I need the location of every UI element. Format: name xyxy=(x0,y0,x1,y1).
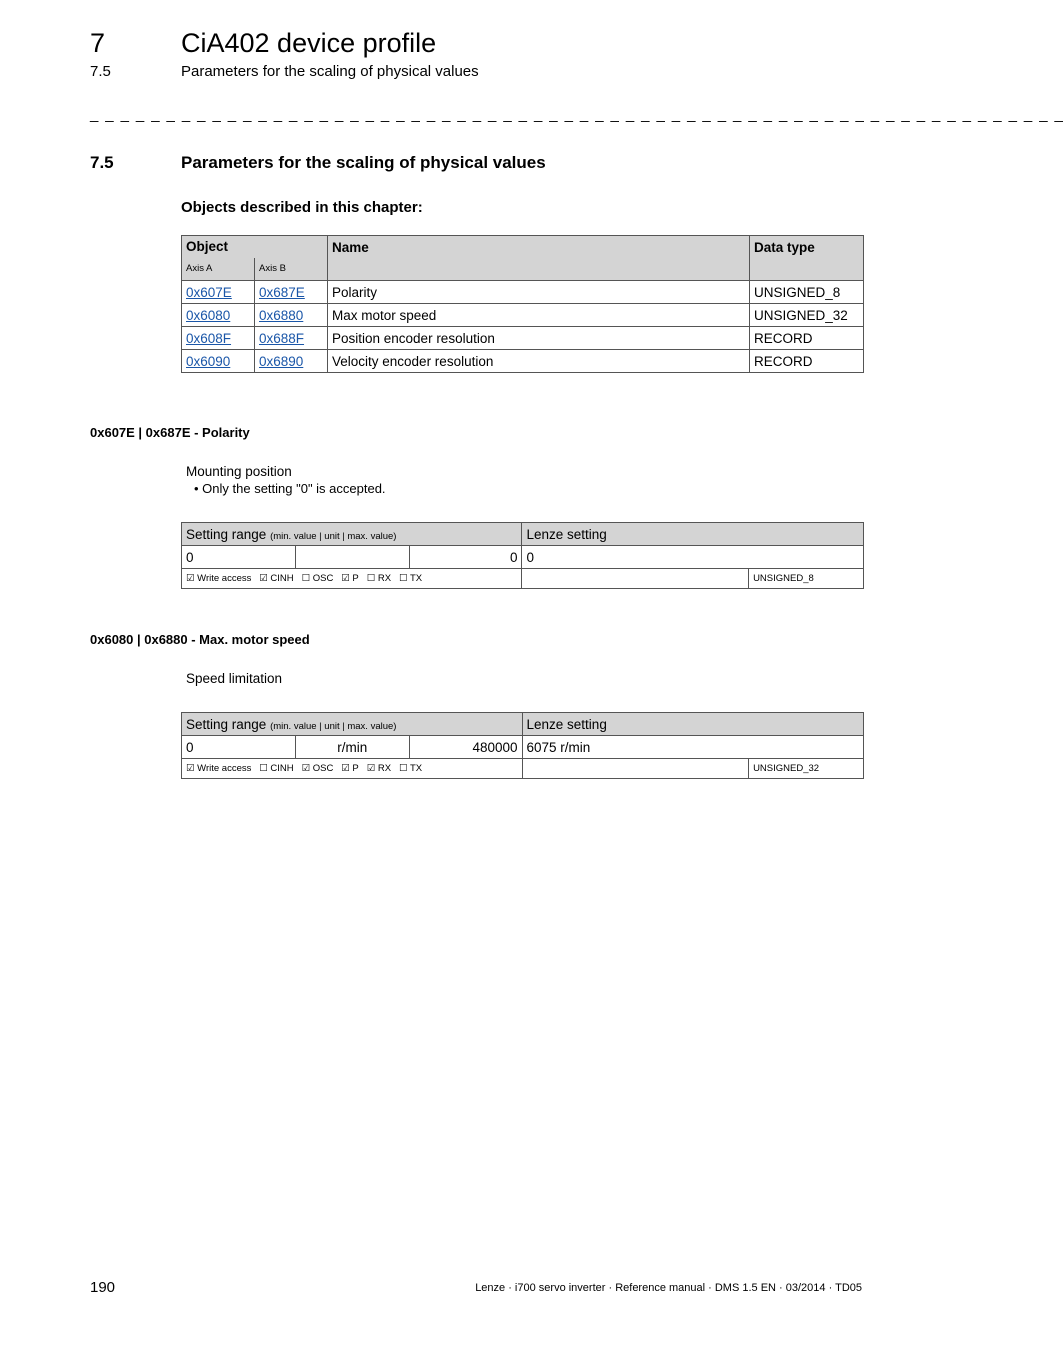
setting-range-header xyxy=(182,523,522,546)
unit-value: r/min xyxy=(295,736,409,759)
object-data-type: RECORD xyxy=(750,327,864,350)
param-bullet: • Only the setting "0" is accepted. xyxy=(194,481,386,496)
name-header: Name xyxy=(328,236,750,281)
object-header: Object xyxy=(182,236,328,258)
flag-osc: ☐ OSC xyxy=(301,573,334,584)
section-title: Parameters for the scaling of physical values xyxy=(181,153,546,172)
object-name: Max motor speed xyxy=(328,304,750,327)
flag-cinh: ☑ CINH xyxy=(259,573,294,584)
table-row xyxy=(182,304,864,327)
setting-range-label: Setting range xyxy=(186,526,267,542)
flag-p: ☑ P xyxy=(341,573,359,584)
param-description: Mounting position xyxy=(186,464,292,479)
page-number: 190 xyxy=(90,1279,116,1296)
param-data-type: UNSIGNED_8 xyxy=(749,569,864,589)
setting-range-hint: (min. value | unit | max. value) xyxy=(270,720,397,732)
flag-tx: ☐ TX xyxy=(398,763,423,774)
setting-range-hint: (min. value | unit | max. value) xyxy=(270,530,397,542)
empty-cell xyxy=(522,569,749,589)
footer-text: Lenze · i700 servo inverter · Reference manual · DMS 1.5 EN · 03/2014 · TD05 xyxy=(475,1282,862,1294)
object-link-axis-a[interactable]: 0x608F xyxy=(186,330,232,346)
table-row xyxy=(182,350,864,373)
flag-p: ☑ P xyxy=(341,763,359,774)
lenze-setting-value: 6075 r/min xyxy=(522,736,863,759)
flag-rx: ☐ RX xyxy=(366,573,392,584)
setting-range-header xyxy=(182,713,523,736)
lenze-setting-header: Lenze setting xyxy=(522,523,864,546)
param-heading-polarity: 0x607E | 0x687E - Polarity xyxy=(90,425,250,440)
object-link-axis-a[interactable]: 0x607E xyxy=(186,284,232,300)
chapter-number: 7 xyxy=(90,28,106,58)
flag-rx: ☑ RX xyxy=(366,763,392,774)
object-name: Polarity xyxy=(328,281,750,304)
param-description: Speed limitation xyxy=(186,671,283,686)
axis-a-header: Axis A xyxy=(182,258,255,281)
section-number: 7.5 xyxy=(90,153,114,172)
table-row xyxy=(182,327,864,350)
object-link-axis-b[interactable]: 0x688F xyxy=(259,330,305,346)
header-section-number: 7.5 xyxy=(90,63,111,80)
setting-table-polarity xyxy=(181,522,864,589)
access-flags xyxy=(182,759,523,779)
header-divider: _ _ _ _ _ _ _ _ _ _ _ _ _ _ _ _ _ _ _ _ _ _ _ _ _ _ _ _ _ _ _ _ _ _ _ _ _ _ _ _ _ _ _ _ _ _ _ _ _ _ _ _ _ _ _ _ _ _ _ _ _ _ _ _ xyxy=(90,106,1064,123)
max-value: 0 xyxy=(409,546,522,569)
flag-write-access: ☑ Write access xyxy=(186,573,252,584)
objects-table xyxy=(181,235,864,373)
data-type-header: Data type xyxy=(750,236,864,281)
min-value: 0 xyxy=(182,546,296,569)
unit-value xyxy=(295,546,409,569)
setting-table-max-motor-speed xyxy=(181,712,864,779)
min-value: 0 xyxy=(182,736,296,759)
object-link-axis-b[interactable]: 0x6890 xyxy=(259,353,304,369)
object-name: Position encoder resolution xyxy=(328,327,750,350)
table-row xyxy=(182,281,864,304)
access-flags xyxy=(182,569,522,589)
flag-osc: ☑ OSC xyxy=(301,763,334,774)
object-data-type: UNSIGNED_8 xyxy=(750,281,864,304)
object-link-axis-a[interactable]: 0x6090 xyxy=(186,353,231,369)
lenze-setting-header: Lenze setting xyxy=(522,713,863,736)
object-name: Velocity encoder resolution xyxy=(328,350,750,373)
flag-cinh: ☐ CINH xyxy=(259,763,294,774)
chapter-title: CiA402 device profile xyxy=(181,28,437,58)
object-link-axis-a[interactable]: 0x6080 xyxy=(186,307,231,323)
max-value: 480000 xyxy=(409,736,522,759)
param-data-type: UNSIGNED_32 xyxy=(749,759,864,779)
object-link-axis-b[interactable]: 0x6880 xyxy=(259,307,304,323)
empty-cell xyxy=(522,759,749,779)
flag-tx: ☐ TX xyxy=(398,573,423,584)
object-link-axis-b[interactable]: 0x687E xyxy=(259,284,305,300)
objects-heading: Objects described in this chapter: xyxy=(181,199,423,216)
header-section-title: Parameters for the scaling of physical values xyxy=(181,63,479,80)
lenze-setting-value: 0 xyxy=(522,546,864,569)
object-data-type: UNSIGNED_32 xyxy=(750,304,864,327)
flag-write-access: ☑ Write access xyxy=(186,763,252,774)
object-data-type: RECORD xyxy=(750,350,864,373)
param-heading-max-motor-speed: 0x6080 | 0x6880 - Max. motor speed xyxy=(90,632,310,647)
axis-b-header: Axis B xyxy=(255,258,328,281)
setting-range-label: Setting range xyxy=(186,716,267,732)
